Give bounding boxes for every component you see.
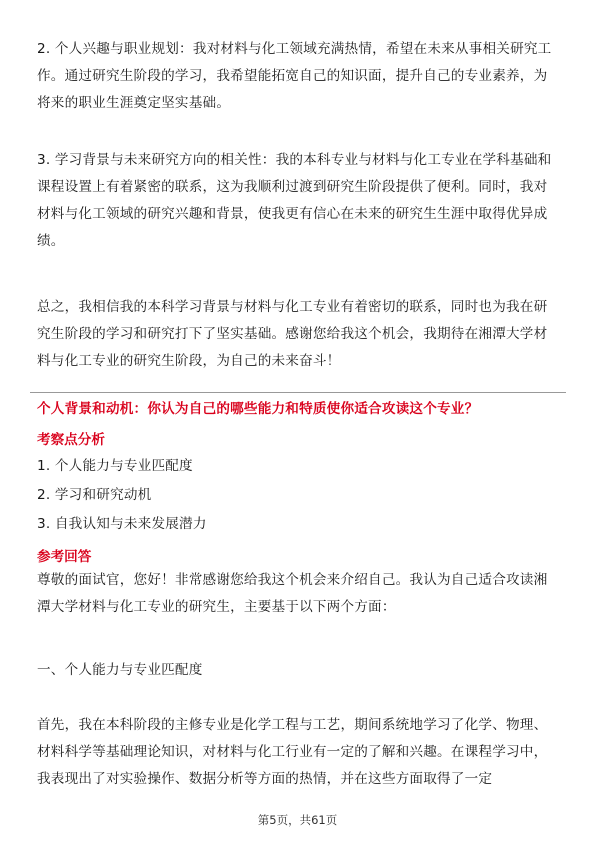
analysis-heading: 考察点分析: [37, 432, 105, 448]
analysis-item: 2. 学习和研究动机: [37, 487, 152, 503]
analysis-item: 1. 个人能力与专业匹配度: [37, 458, 193, 474]
page-number: 第5页，共61页: [257, 813, 338, 827]
answer-body: 首先，我在本科阶段的主修专业是化学工程与工艺，期间系统地学习了化学、物理、材料科学等基础理论知识，对材料与化工行业有一定的了解和兴趣。在课程学习中，我表现出了对实验操作、数据分析等方面的热情，并在这些方面取得了一定: [37, 717, 548, 787]
paragraph-career-plan: 2. 个人兴趣与职业规划：我对材料与化工领域充满热情，希望在未来从事相关研究工作。通过研究生阶段的学习，我希望能拓宽自己的知识面，提升自己的专业素养，为将来的职业生涯奠定坚实基础。: [37, 41, 552, 111]
analysis-item: 3. 自我认知与未来发展潜力: [37, 516, 207, 532]
section-divider: [30, 392, 566, 393]
paragraph-background-relevance: 3. 学习背景与未来研究方向的相关性：我的本科专业与材料与化工专业在学科基础和课程设置上有着紧密的联系，这为我顺利过渡到研究生阶段提供了便利。同时，我对材料与化工领域的研究兴趣和背景，使我更有信心在未来的研究生生涯中取得优异成绩。: [37, 152, 552, 249]
answer-heading: 参考回答: [37, 549, 92, 565]
paragraph-conclusion: 总之，我相信我的本科学习背景与材料与化工专业有着密切的联系，同时也为我在研究生阶段的学习和研究打下了坚实基础。感谢您给我这个机会，我期待在湘潭大学材料与化工专业的研究生阶段，为自己的未来奋斗！: [37, 299, 548, 369]
answer-intro: 尊敬的面试官，您好！非常感谢您给我这个机会来介绍自己。我认为自己适合攻读湘潭大学材料与化工专业的研究生，主要基于以下两个方面：: [37, 572, 548, 615]
question-title: 个人背景和动机：你认为自己的哪些能力和特质使你适合攻读这个专业？: [37, 401, 479, 417]
answer-section-title: 一、个人能力与专业匹配度: [37, 662, 203, 678]
